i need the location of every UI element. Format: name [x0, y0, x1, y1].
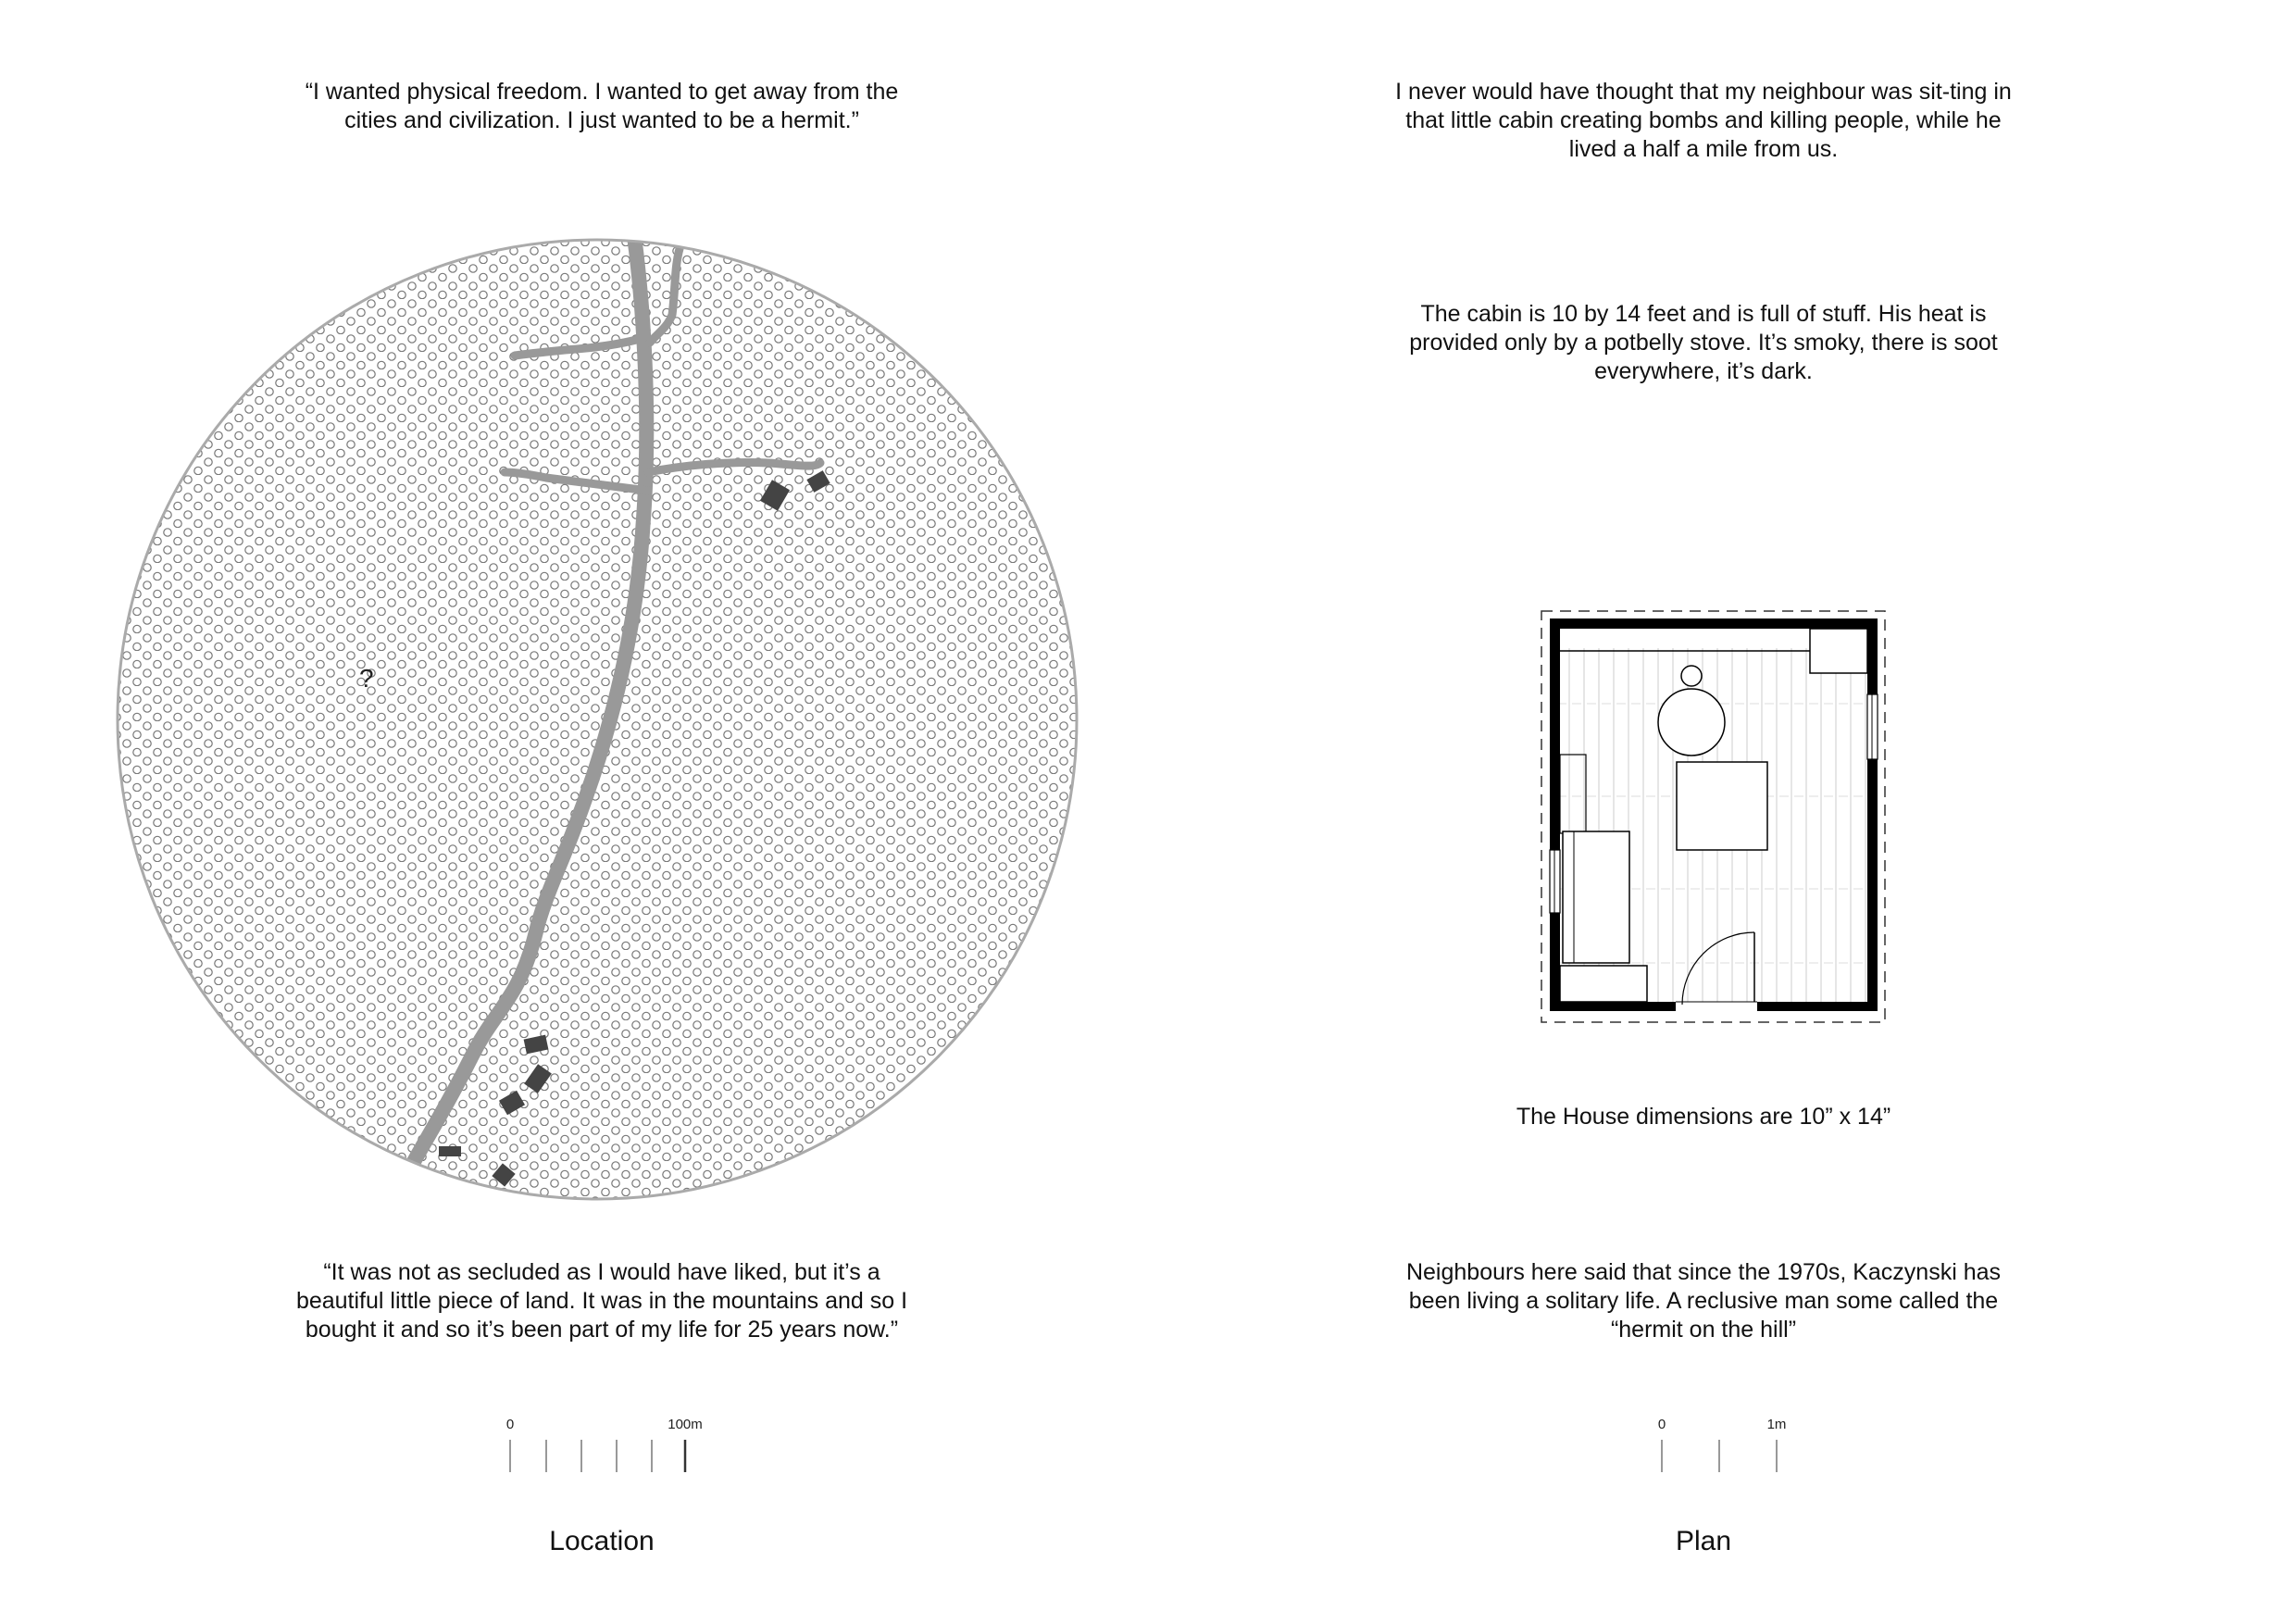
plan-caption: Plan: [1675, 1526, 1732, 1556]
location-caption: Location: [549, 1526, 655, 1556]
wall-south-right: [1757, 1002, 1878, 1011]
plan-scale-bar: [1658, 1417, 1787, 1472]
stove-pipe: [1681, 666, 1702, 686]
table: [1677, 762, 1767, 850]
location-quote-top: “I wanted physical freedom. I wanted to get away from the cities and civilization. I just wanted to be a hermit.”: [305, 79, 899, 133]
scale-end-label: 100m: [668, 1417, 703, 1432]
plan-dimensions-note: The House dimensions are 10” x 14”: [1516, 1104, 1891, 1130]
neighbour-quote-bottom: Neighbours here said that since the 1970s, Kaczynski has been living a solitary life. A reclusive man some called the “hermit on the hill”: [1405, 1259, 2002, 1343]
wall-north: [1550, 618, 1878, 629]
corner-cabinet: [1810, 629, 1867, 673]
scale-start-label: 0: [505, 1417, 515, 1432]
bench: [1560, 966, 1647, 1002]
location-quote-bottom: “It was not as secluded as I would have liked, but it’s a beautiful little piece of land. It was in the mountains and so I bought it and so it’s been part of my life for 25 years now.”: [295, 1259, 908, 1343]
cabin-description: The cabin is 10 by 14 feet and is full of stuff. His heat is provided only by a potbelly stove. It’s smoky, there is soot everywhere, it’s dark.: [1409, 301, 1998, 384]
bed: [1563, 831, 1629, 963]
plan-scale-end-label: 1m: [1766, 1417, 1787, 1432]
wall-south-left: [1550, 1002, 1676, 1011]
plan-scale-start-label: 0: [1657, 1417, 1666, 1432]
building: [439, 1146, 461, 1156]
wall-west: [1550, 618, 1560, 1011]
unknown-site-marker: ?: [359, 664, 374, 693]
door-swing: [1682, 932, 1754, 1005]
shelf: [1560, 755, 1586, 833]
potbelly-stove: [1658, 689, 1725, 756]
neighbour-quote-top: I never would have thought that my neighbour was sit-ting in that little cabin creating bombs and killing people, while he lived a half a mile from us.: [1395, 79, 2012, 162]
land-parcel-circle: [118, 240, 1077, 1199]
wall-east: [1867, 618, 1878, 1011]
location-scale-bar: [506, 1417, 703, 1472]
cabin-floor-plan: [1541, 611, 1885, 1022]
